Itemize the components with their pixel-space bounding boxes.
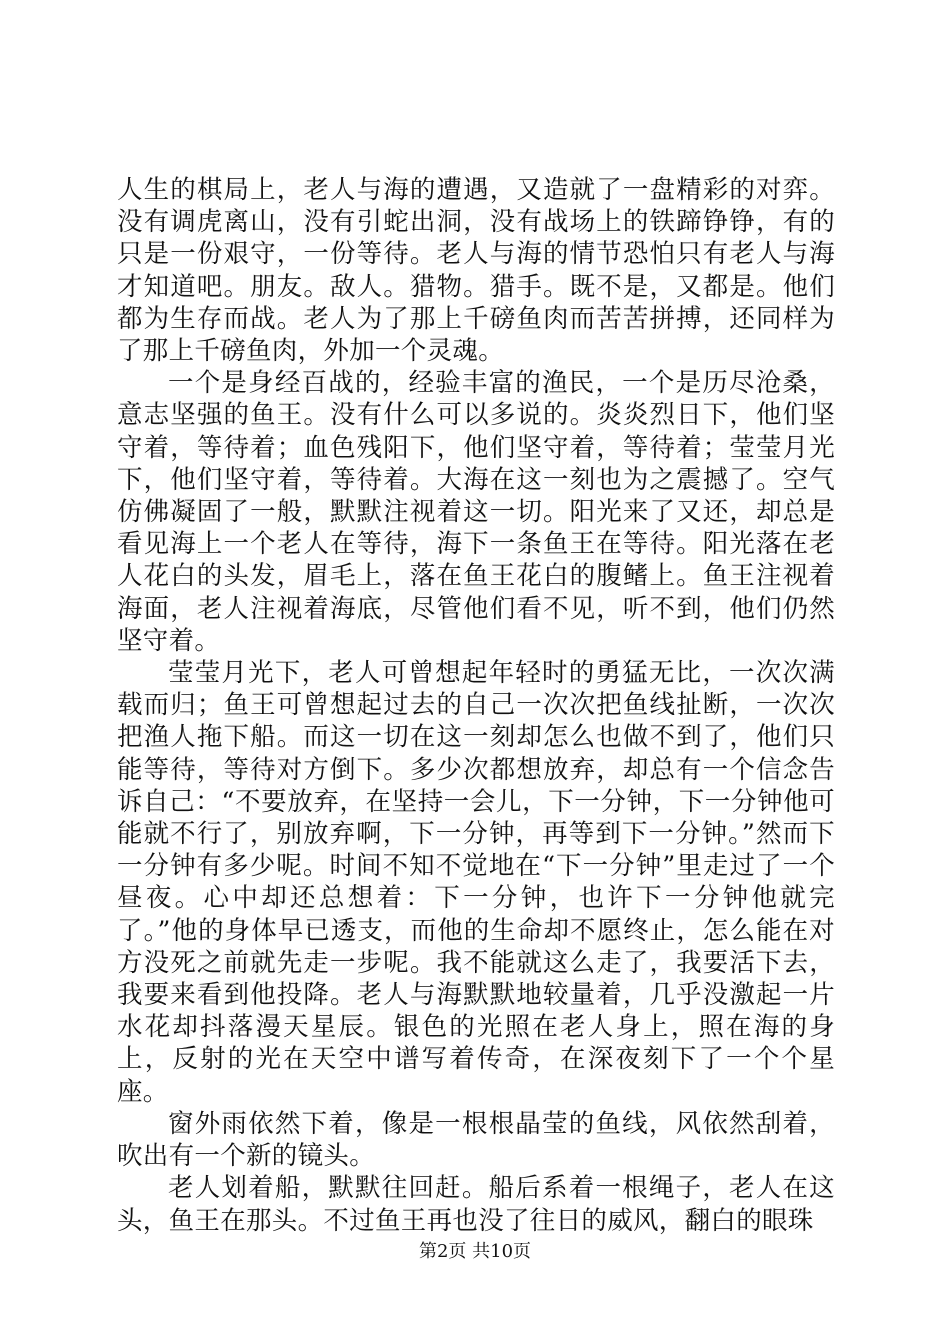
page-number-footer: 第2页 共10页 bbox=[418, 1241, 532, 1262]
paragraph-2: 一个是身经百战的，经验丰富的渔民，一个是历尽沧桑，意志坚强的鱼王。没有什么可以多说的。炎炎烈日下，他们坚守着，等待着；血色残阳下，他们坚守着，等待着；莹莹月光下，他们坚守着，等待着。大海在这一刻也为之震撼了。空气仿佛凝固了一般，默默注视着这一切。阳光来了又还，却总是看见海上一个老人在等待，海下一条鱼王在等待。阳光落在老人花白的头发，眉毛上，落在鱼王花白的腹鳍上。鱼王注视着海面，老人注视着海底，尽管他们看不见，听不到，他们仍然坚守着。 bbox=[117, 368, 835, 656]
paragraph-3: 莹莹月光下，老人可曾想起年轻时的勇猛无比，一次次满载而归；鱼王可曾想起过去的自己一次次把鱼线扯断，一次次把渔人拖下船。而这一切在这一刻却怎么也做不到了，他们只能等待，等待对方倒下。多少次都想放弃，却总有一个信念告诉自己：“不要放弃，在坚持一会儿，下一分钟，下一分钟他可能就不行了，别放弃啊，下一分钟，再等到下一分钟。”然而下一分钟有多少呢。时间不知不觉地在“下一分钟”里走过了一个昼夜。心中却还总想着：下一分钟，也许下一分钟他就完了。”他的身体早已透支，而他的生命却不愿终止，怎么能在对方没死之前就先走一步呢。我不能就这么走了，我要活下去，我要来看到他投降。老人与海默默地较量着，几乎没激起一片水花却抖落漫天星辰。银色的光照在老人身上，照在海的身上，反射的光在天空中谱写着传奇，在深夜刻下了一个个星座。 bbox=[117, 658, 835, 1107]
paragraph-5: 老人划着船，默默往回赶。船后系着一根绳子，老人在这头，鱼王在那头。不过鱼王再也没了往日的威风，翻白的眼珠 bbox=[117, 1173, 835, 1236]
paragraph-4: 窗外雨依然下着，像是一根根晶莹的鱼线，风依然刮着，吹出有一个新的镜头。 bbox=[117, 1108, 835, 1172]
document-body bbox=[117, 174, 835, 1237]
paragraph-1: 人生的棋局上，老人与海的遭遇，又造就了一盘精彩的对弈。没有调虎离山，没有引蛇出洞，没有战场上的铁蹄铮铮，有的只是一份艰守，一份等待。老人与海的情节恐怕只有老人与海才知道吧。朋友。敌人。猎物。猎手。既不是，又都是。他们都为生存而战。老人为了那上千磅鱼肉而苦苦拼搏，还同样为了那上千磅鱼肉，外加一个灵魂。 bbox=[117, 175, 835, 367]
